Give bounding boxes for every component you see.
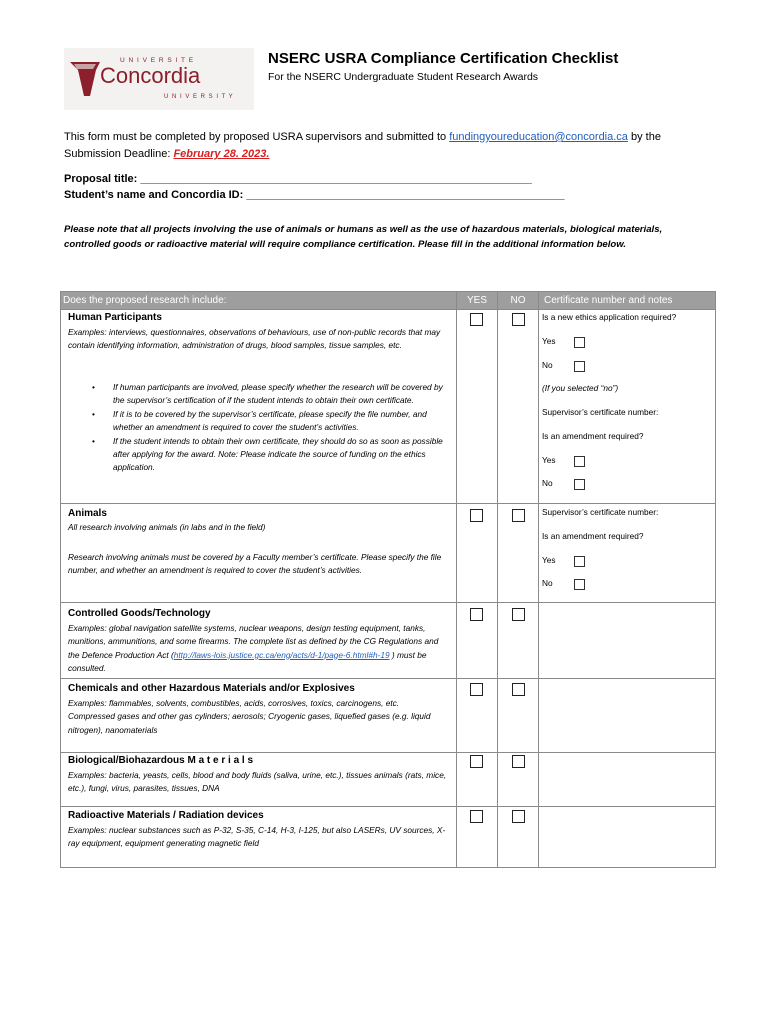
regulations-link[interactable]: http://laws-lois.justice.gc.ca/eng/acts/d-1/page-6.html#h-19 (173, 649, 390, 660)
human-amend-no-label: No (542, 478, 553, 488)
page-title: NSERC USRA Compliance Certification Checklist (268, 50, 619, 67)
animals-yes-checkbox[interactable] (470, 509, 483, 522)
human-participants-title: Human Participants (68, 312, 162, 323)
animals-amend-no-checkbox[interactable] (574, 579, 585, 590)
human-no-checkbox[interactable] (512, 313, 525, 326)
intro-text-after: by the Submission Deadline: (64, 131, 661, 160)
header-question: Does the proposed research include: (61, 292, 457, 309)
proposal-title-field[interactable]: Proposal title: ________________________________________________________________ (64, 173, 532, 185)
radioactive-yes-checkbox[interactable] (470, 810, 483, 823)
header-yes: YES (457, 292, 497, 309)
human-amend-no-checkbox[interactable] (574, 479, 585, 490)
header-no: NO (498, 292, 538, 309)
list-item: • If it is to be covered by the supervisor’s certificate, please specify the file number, and whether an amendment is required to cover the student’s activities. (68, 408, 448, 435)
animals-title: Animals (68, 508, 107, 519)
biological-no-checkbox[interactable] (512, 755, 525, 768)
chemicals-yes-checkbox[interactable] (470, 683, 483, 696)
animals-supervisor-cert[interactable]: Supervisor’s certificate number: (542, 507, 659, 517)
human-yes-label: Yes (542, 336, 556, 346)
ethics-no-checkbox[interactable] (574, 361, 585, 372)
student-name-field[interactable]: Student’s name and Concordia ID: ____________________________________________________ (64, 189, 565, 201)
logo-top-text: U N I V E R S I T E (120, 57, 195, 64)
logo-bottom-text: U N I V E R S I T Y (164, 94, 234, 100)
human-amend-yes-checkbox[interactable] (574, 456, 585, 467)
logo-name: Concordia (100, 63, 201, 88)
animals-no-checkbox[interactable] (512, 509, 525, 522)
animals-note: Research involving animals must be covered by a Faculty member’s certificate. Please specify the file number, and whether an amendment is required to cover the student’s activities. (68, 552, 442, 576)
deadline: February 28. 2023. (173, 148, 270, 160)
ethics-question: Is a new ethics application required? (542, 312, 677, 322)
human-amendment-question: Is an amendment required? (542, 431, 644, 441)
animals-examples: All research involving animals (in labs and in the field) (68, 522, 266, 532)
chemicals-title: Chemicals and other Hazardous Materials and/or Explosives (68, 683, 355, 694)
radioactive-title: Radioactive Materials / Radiation devices (68, 810, 264, 821)
controlled-goods-title: Controlled Goods/Technology (68, 608, 211, 619)
controlled-yes-checkbox[interactable] (470, 608, 483, 621)
biological-title: Biological/Biohazardous M a t e r i a l s (68, 755, 254, 766)
list-item: • If human participants are involved, please specify whether the research will be covered by the supervisor’s certification of if the student intends to obtain their own certificate. (68, 381, 448, 408)
radioactive-no-checkbox[interactable] (512, 810, 525, 823)
list-item: • If the student intends to obtain their own certificate, they should do so as soon as possible after applying for the award. Note: Please indicate the source of funding on the ethics application. (68, 435, 448, 475)
biological-yes-checkbox[interactable] (470, 755, 483, 768)
email-link[interactable]: fundingyoureducation@concordia.ca (449, 131, 628, 143)
intro-text: This form must be completed by proposed USRA supervisors and submitted to (64, 131, 450, 143)
human-participants-examples: Examples: interviews, questionnaires, observations of behaviours, use of non-public records that may contain identifying information, administration of drugs, blood samples, tissue samples, etc. (68, 327, 441, 351)
animals-yes-label: Yes (542, 555, 556, 565)
controlled-goods-examples: Examples: global navigation satellite systems, nuclear weapons, design testing equipment, tanks, munitions, ammunitions, and some firearms. The complete list as defined by the CG Regulations and the Defence Production Act (http://laws-lois.justice.gc.ca/eng/acts/d-1/page-6.html#h-19 ) must be consulted. (68, 623, 439, 674)
human-participants-bullets (68, 381, 448, 475)
human-no-label: No (542, 360, 553, 370)
chemicals-examples: Examples: flammables, solvents, combustibles, acids, corrosives, toxics, carcinogens, etc. Compressed gases and other gas cylinders; aerosols; Cryogenic gases, liquefied gases (e.g. liquid nitrogen), nanomaterials (68, 698, 431, 735)
header-certificate: Certificate number and notes (539, 292, 715, 309)
human-yes-checkbox[interactable] (470, 313, 483, 326)
page-subtitle: For the NSERC Undergraduate Student Research Awards (268, 71, 539, 83)
controlled-no-checkbox[interactable] (512, 608, 525, 621)
human-amend-yes-label: Yes (542, 455, 556, 465)
compliance-notice: Please note that all projects involving the use of animals or humans as well as the use of hazardous materials, biological materials, controlled goods or radioactive material will require compliance certification. Please fill in the additional information below. (64, 224, 663, 250)
animals-amend-yes-checkbox[interactable] (574, 556, 585, 567)
radioactive-examples: Examples: nuclear substances such as P-32, S-35, C-14, H-3, I-125, but also LASERs, UV sources, X-ray equipment, equipment generating magnetic field (68, 825, 446, 849)
biological-examples: Examples: bacteria, yeasts, cells, blood and body fluids (saliva, urine, etc.), tissues animals (rats, mice, etc.), fungi, virus, parasites, tissues, DNA (68, 770, 447, 794)
intro-paragraph (64, 129, 714, 163)
ethics-yes-checkbox[interactable] (574, 337, 585, 348)
if-no-note: (If you selected “no”) (542, 383, 619, 393)
animals-amendment-question: Is an amendment required? (542, 531, 644, 541)
compliance-table (60, 291, 716, 868)
human-supervisor-cert[interactable]: Supervisor’s certificate number: (542, 407, 659, 417)
chemicals-no-checkbox[interactable] (512, 683, 525, 696)
concordia-logo (64, 48, 254, 110)
animals-no-label: No (542, 578, 553, 588)
